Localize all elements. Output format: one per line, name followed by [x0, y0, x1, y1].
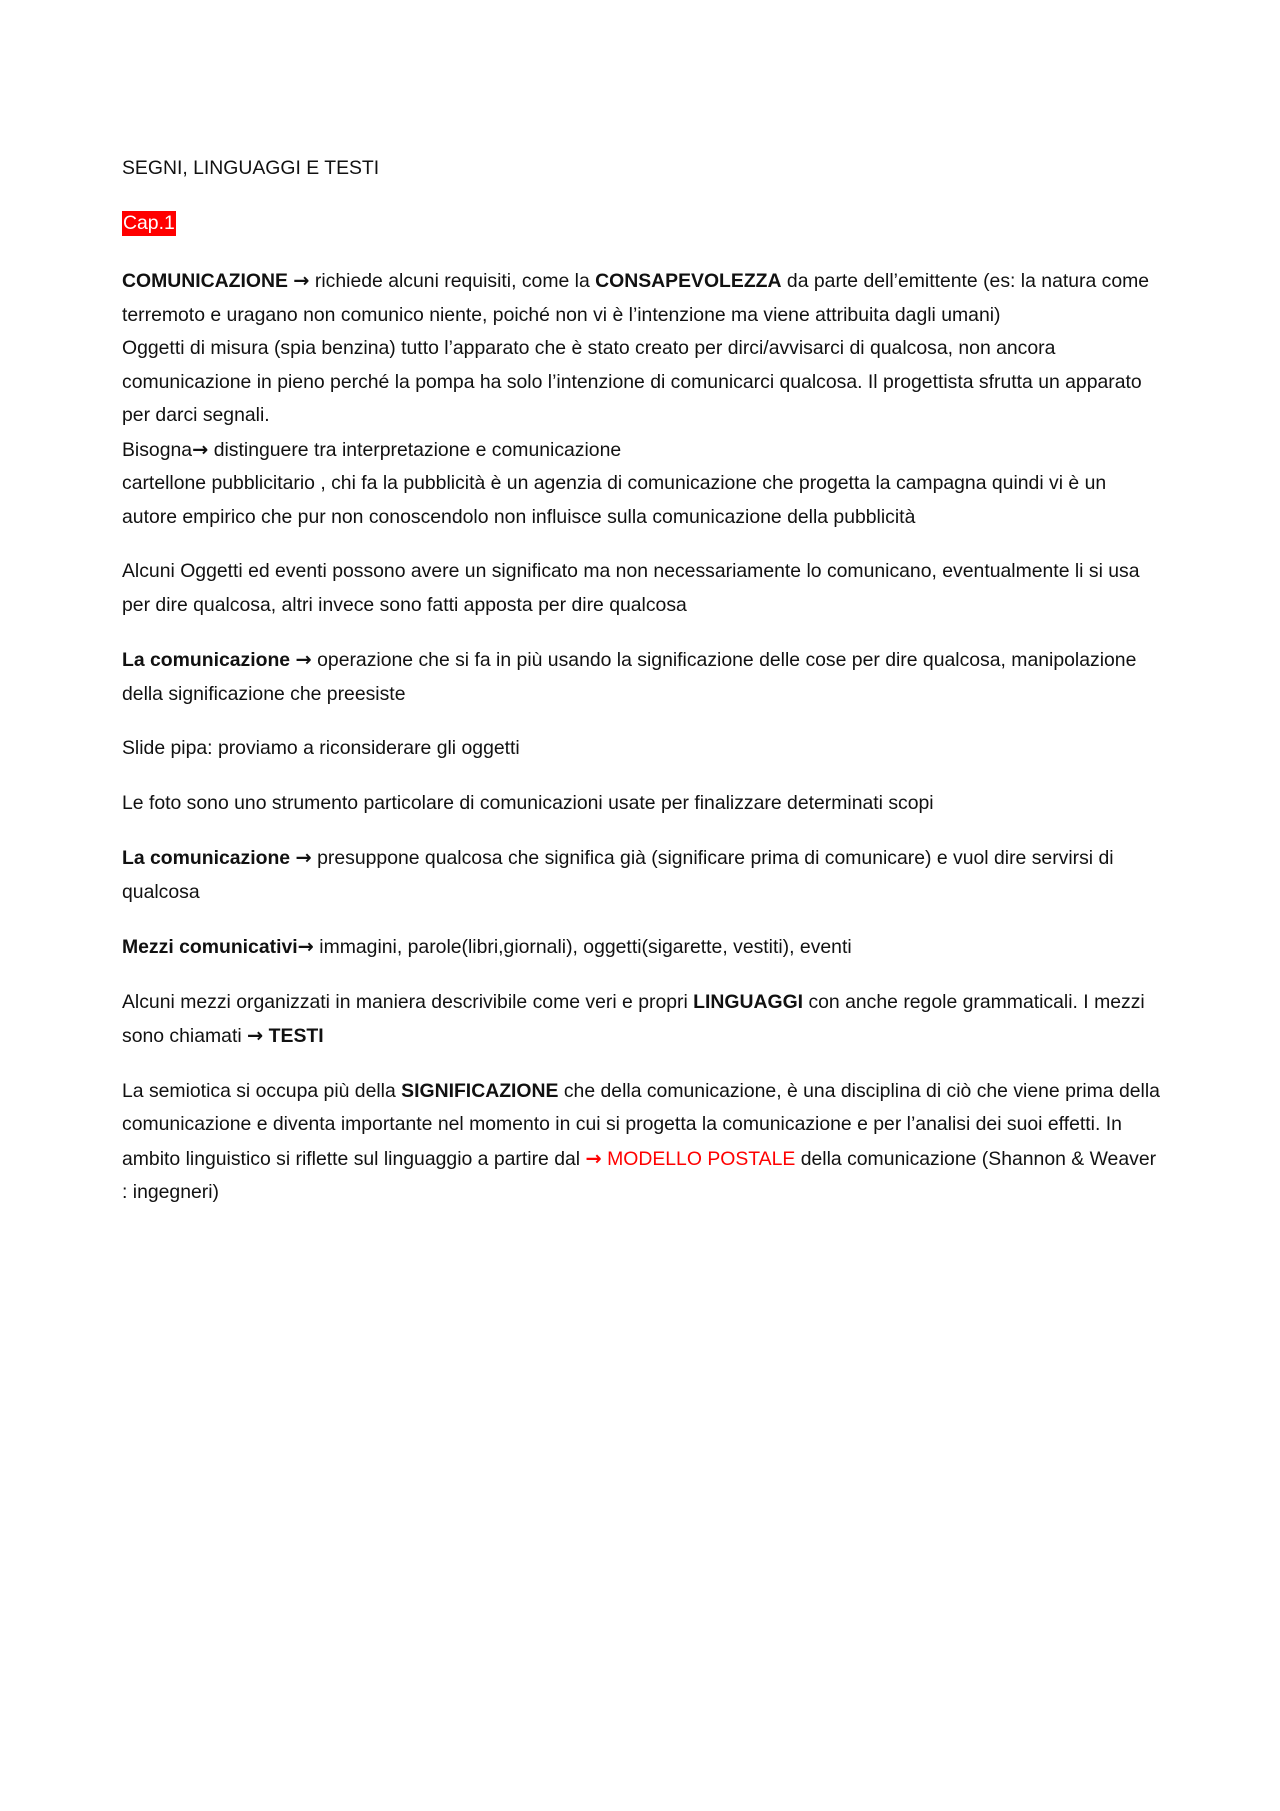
- term-la-comunicazione: La comunicazione: [122, 847, 291, 869]
- paragraph-text: che della comunicazione, è una disciplina di ciò che viene prima della comunicazione e diventa importante nel momento in cui si progetta la comunicazione e per l’analisi dei suoi effetti. In ambito linguistico si riflette sul linguaggio a partire dal: [122, 1079, 1160, 1170]
- arrow-icon: →: [297, 935, 314, 958]
- paragraph-mezzi-comunicativi: [122, 930, 1162, 965]
- document-body: [122, 152, 1162, 1231]
- paragraph-linguaggi-testi: [122, 986, 1162, 1054]
- paragraph-text: La semiotica si occupa più della: [122, 1079, 402, 1102]
- paragraph-text: Alcuni mezzi organizzati in maniera descrivibile come veri e propri: [122, 990, 694, 1013]
- term-testi: TESTI: [268, 1025, 324, 1047]
- paragraph-text: da parte dell’emittente (es: la natura come terremoto e uragano non comunico niente, poiché non vi è l’intenzione ma viene attribuita dagli umani): [122, 270, 1150, 326]
- paragraph-text: della comunicazione (Shannon & Weaver : ingegneri): [122, 1147, 1157, 1203]
- chapter-label: Cap.1: [123, 211, 175, 234]
- modello-postale-label: MODELLO POSTALE: [601, 1147, 796, 1170]
- arrow-icon: →: [585, 1146, 602, 1170]
- paragraph-oggetti-eventi: Alcuni Oggetti ed eventi possono avere un significato ma non necessariamente lo comunicano, eventualmente li si usa per dire qualcosa, altri invece sono fatti apposta per dire qualcosa: [122, 560, 1140, 616]
- arrow-icon: →: [247, 1024, 264, 1047]
- paragraph-text: operazione che si fa in più usando la significazione delle cose per dire qualcosa, manipolazione della significazione che preesiste: [122, 649, 1137, 705]
- arrow-icon: →: [293, 269, 310, 292]
- document-title: SEGNI, LINGUAGGI E TESTI: [122, 157, 380, 179]
- arrow-icon: →: [295, 648, 312, 671]
- term-mezzi-comunicativi: Mezzi comunicativi: [122, 936, 298, 958]
- paragraph-text: distinguere tra interpretazione e comunicazione: [208, 438, 622, 461]
- paragraph-lead: Bisogna: [122, 438, 193, 461]
- paragraph-cartellone: cartellone pubblicitario , chi fa la pubblicità è un agenzia di comunicazione che progetta la campagna quindi vi è un autore empirico che pur non conoscendolo non influisce sulla comunicazione della pubblicità: [122, 472, 1107, 528]
- paragraph-text: presuppone qualcosa che significa già (significare prima di comunicare) e vuol dire servirsi di qualcosa: [122, 847, 1114, 903]
- paragraph-slide-pipa: Slide pipa: proviamo a riconsiderare gli oggetti: [122, 737, 520, 759]
- paragraph-la-comunicazione-operazione: [122, 643, 1162, 711]
- arrow-icon: →: [295, 846, 312, 869]
- paragraph-text: richiede alcuni requisiti, come la: [309, 270, 596, 292]
- paragraph-bisogna: [122, 433, 1162, 468]
- paragraph-la-comunicazione-presuppone: [122, 841, 1162, 909]
- modello-postale-highlight: [585, 1148, 795, 1170]
- paragraph-comunicazione-requisiti: [122, 264, 1162, 332]
- term-consapevolezza: CONSAPEVOLEZZA: [595, 270, 782, 292]
- paragraph-semiotica: [122, 1075, 1162, 1210]
- chapter-heading: [122, 207, 1162, 241]
- term-significazione: SIGNIFICAZIONE: [401, 1079, 559, 1102]
- paragraph-foto: Le foto sono uno strumento particolare di comunicazioni usate per finalizzare determinati scopi: [122, 791, 934, 814]
- paragraph-text: con anche regole grammaticali. I mezzi sono chiamati: [122, 990, 1145, 1047]
- paragraph-oggetti-di-misura: Oggetti di misura (spia benzina) tutto l’apparato che è stato creato per dirci/avvisarci di qualcosa, non ancora comunicazione in pieno perché la pompa ha solo l’intenzione di comunicarci qualcosa. Il progettista sfrutta un apparato per darci segnali.: [122, 337, 1142, 426]
- paragraph-text: immagini, parole(libri,giornali), oggetti(sigarette, vestiti), eventi: [313, 936, 852, 958]
- term-comunicazione: COMUNICAZIONE: [122, 270, 288, 292]
- term-linguaggi: LINGUAGGI: [693, 990, 804, 1013]
- term-la-comunicazione: La comunicazione: [122, 649, 291, 671]
- arrow-icon: →: [192, 437, 209, 461]
